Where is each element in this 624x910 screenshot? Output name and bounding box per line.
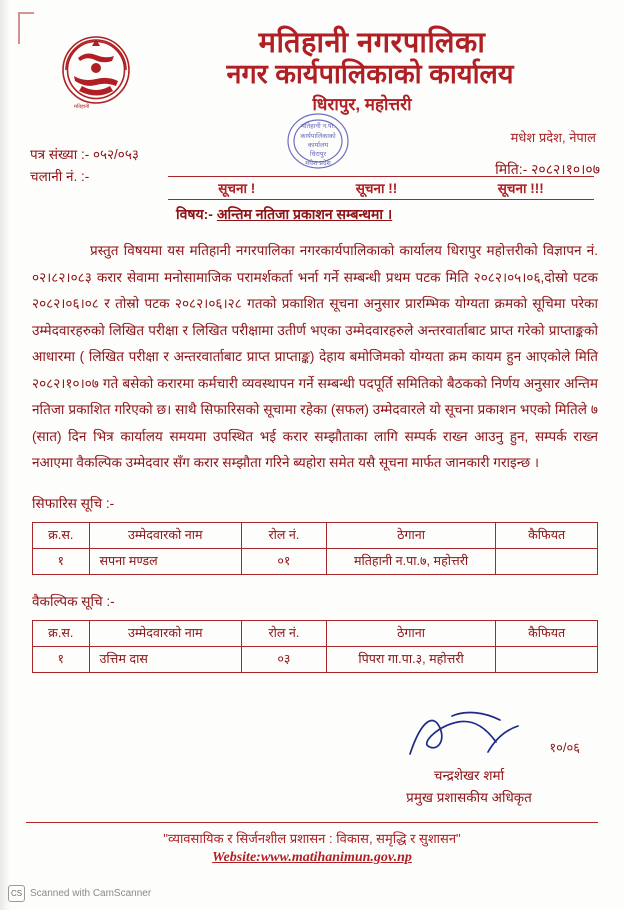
svg-text:मतिहानी: मतिहानी xyxy=(74,104,90,110)
camscanner-watermark xyxy=(8,885,151,902)
column-header-remarks: कैफियत xyxy=(496,621,598,647)
column-header-name: उम्मेदवारको नाम xyxy=(89,523,242,549)
column-header-address: ठेगाना xyxy=(326,523,496,549)
date-label: मिति:- xyxy=(495,161,528,177)
letterhead-titles xyxy=(150,28,604,115)
cell-address: पिपरा गा.पा.३, महोत्तरी xyxy=(326,647,496,673)
cell-sn: १ xyxy=(33,647,90,673)
organization-name: मतिहानी नगरपालिका xyxy=(258,27,486,59)
notice-word-1: सूचना ! xyxy=(218,181,256,196)
signature-block xyxy=(354,712,584,806)
table-header-row xyxy=(33,621,598,647)
cell-roll: ०१ xyxy=(242,548,327,574)
footer-website[interactable]: Website:www.matihanimun.gov.np xyxy=(212,850,412,865)
svg-text:कार्यालय: कार्यालय xyxy=(307,142,329,149)
camscanner-text: Scanned with CamScanner xyxy=(30,888,152,899)
column-header-name: उम्मेदवारको नाम xyxy=(89,621,242,647)
notice-word-3: सूचना !!! xyxy=(497,181,544,196)
svg-text:मधेश प्रदेश: मधेश प्रदेश xyxy=(305,160,331,167)
subject-label: विषय:- xyxy=(176,206,213,222)
svg-text:कार्यपालिकाको: कार्यपालिकाको xyxy=(300,133,336,140)
letter-number-row xyxy=(30,144,139,166)
notice-word-2: सूचना !! xyxy=(355,181,398,196)
office-place: धिरापुर, महोत्तरी xyxy=(312,95,412,115)
letter-number-label: पत्र संख्या :- xyxy=(30,147,90,162)
cell-name: सपना मण्डल xyxy=(89,548,242,574)
notice-banner xyxy=(168,176,594,200)
svg-text:मतिहानी न.पा.: मतिहानी न.पा. xyxy=(300,123,336,130)
dispatch-number-row xyxy=(30,166,139,188)
alternate-list-label: वैकल्पिक सूचि :- xyxy=(32,593,115,609)
cell-sn: १ xyxy=(33,548,90,574)
column-header-roll: रोल नं. xyxy=(242,621,327,647)
letter-footer xyxy=(26,822,598,866)
signatory-post: प्रमुख प्रशासकीय अधिकृत xyxy=(406,790,532,805)
table-header-row xyxy=(33,523,598,549)
cell-remarks xyxy=(496,647,598,673)
camscanner-badge: CS xyxy=(8,885,25,902)
letter-body xyxy=(32,238,598,673)
subject-value: अन्तिम नतिजा प्रकाशन सम्बन्धमा । xyxy=(216,206,393,222)
recommended-list-label: सिफारिस सूचि :- xyxy=(32,495,115,511)
table-row xyxy=(33,548,598,574)
letter-meta xyxy=(30,144,139,189)
cell-address: मतिहानी न.पा.७, महोत्तरी xyxy=(326,548,496,574)
recommended-candidates-table xyxy=(32,522,598,575)
signatory-name: चन्द्रशेखर शर्मा xyxy=(433,768,505,783)
footer-slogan: "व्यावसायिक र सिर्जनशील प्रशासन : विकास, समृद्धि र सुशासन" xyxy=(163,831,461,846)
table-row xyxy=(33,647,598,673)
subject-line xyxy=(176,205,392,224)
column-header-remarks: कैफियत xyxy=(496,523,598,549)
dispatch-number-label: चलानी नं. :- xyxy=(30,169,90,185)
handwritten-date: १०/०६ xyxy=(549,740,580,755)
svg-text:धिरापुर: धिरापुर xyxy=(309,151,327,158)
column-header-sn: क्र.स. xyxy=(33,523,90,549)
cell-remarks xyxy=(496,548,598,574)
column-header-address: ठेगाना xyxy=(326,621,496,647)
body-paragraph: प्रस्तुत विषयमा यस मतिहानी नगरपालिका नगरकार्यपालिकाको कार्यालय धिरापुर महोत्तरीको विज्ञापन नं. ०२।८२।०८३ करार सेवामा मनोसामाजिक परामर्शकर्ता भर्ना गर्ने सम्बन्धी प्रथम पटक मिति २०८२।०५।०६,दोस्रो पटक २०८२।०६।०८ र तोस्रो पटक २०८२।०६।२८ गतको प्रकाशित सूचना अनुसार प्रारम्भिक योग्यता क्रमको सूचिमा परेका उम्मेदवारहरुको लिखित परीक्षा र लिखित परीक्षामा उतीर्ण भएका उम्मेदवारहरुले अन्तरवार्ताबाट प्राप्त गरेको प्राप्ताङ्कको आधारमा ( लिखित परीक्षा र अन्तरवार्ताबाट प्राप्त प्राप्ताङ्क) देहाय बमोजिमको योग्यता क्रम कायम हुन आएकोले मिति २०८२।१०।०७ गते बसेको करारमा कर्मचारी व्यवस्थापन गर्ने सम्बन्धी पदपूर्ति समितिको बैठकको निर्णय अनुसार अन्तिम नतिजा प्रकाशित गरिएको छ। साथै सिफारिसको सूचामा रहेका (सफल) उम्मेदवारले यो सूचना प्रकाशन भएको मितिले ७ (सात) दिन भित्र कार्यालय समयमा उपस्थित भई करार सम्झौताका लागि सम्पर्क राख्न आउनु हुन, सम्पर्क राख्न नआएमा वैकल्पिक उम्मेदवार सँग करार सम्झौता गरिने ब्यहोरा समेत यसै सूचना मार्फत जानकारी गराइन्छ । xyxy=(32,243,598,470)
date-value: २०८२।१०।०७ xyxy=(531,161,600,177)
province-label: मधेश प्रदेश, नेपाल xyxy=(510,130,596,145)
office-name: नगर कार्यपालिकाको कार्यालय xyxy=(226,59,514,90)
column-header-sn: क्र.स. xyxy=(33,621,90,647)
letter-number-value: ०५२/०५३ xyxy=(92,147,139,162)
alternate-candidates-table xyxy=(32,620,598,673)
column-header-roll: रोल नं. xyxy=(242,523,327,549)
round-office-stamp-icon xyxy=(272,110,364,170)
cell-name: उत्तिम दास xyxy=(89,647,242,673)
cell-roll: ०३ xyxy=(242,647,327,673)
